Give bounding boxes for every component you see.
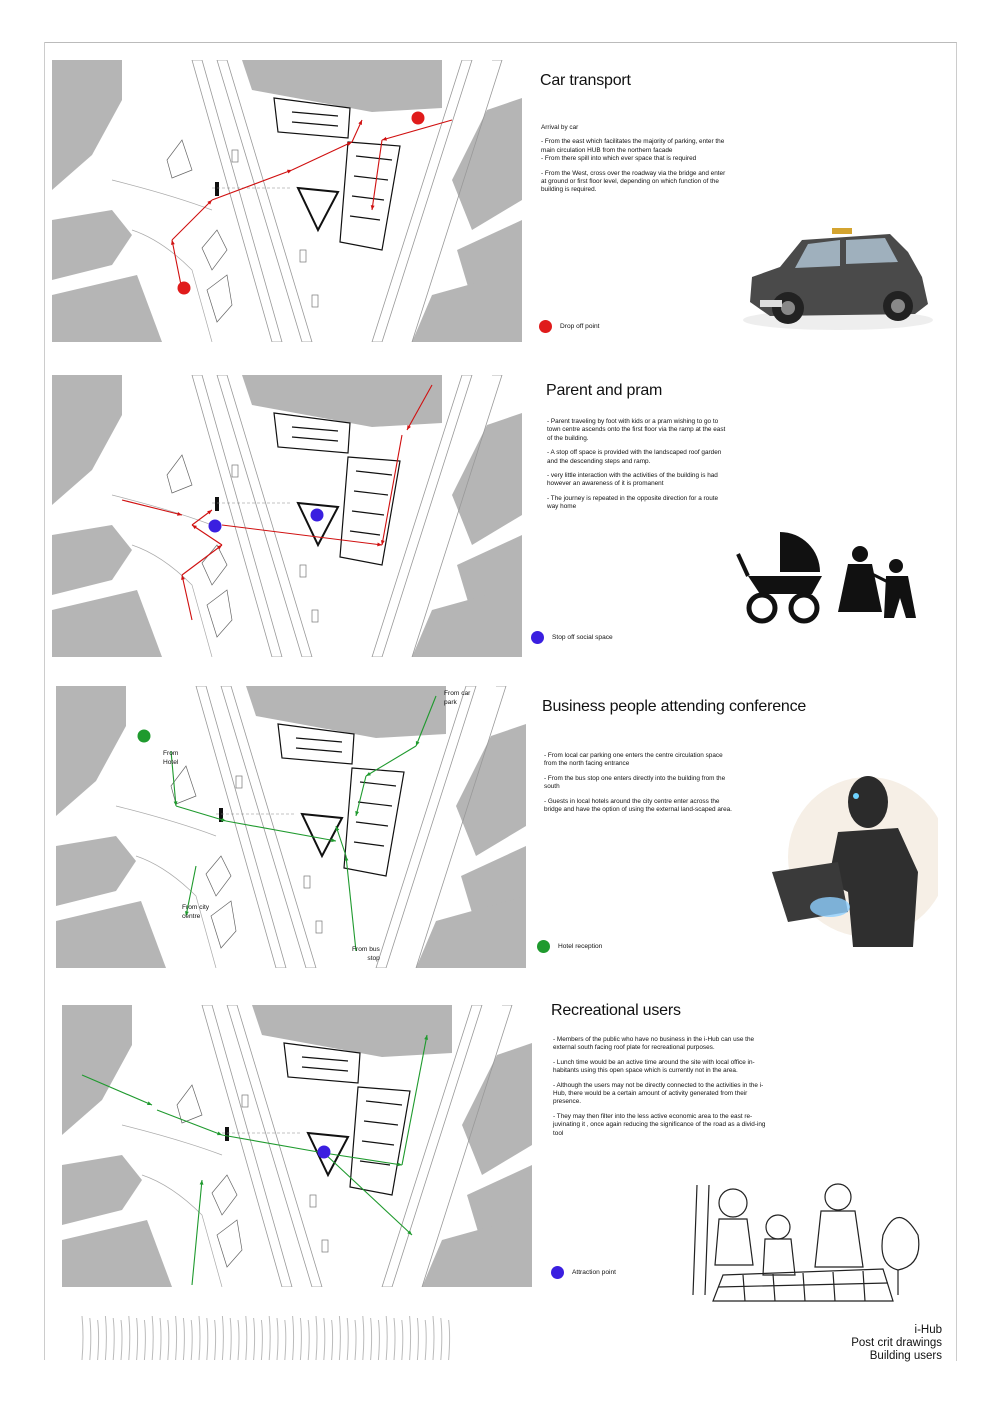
map-marker-dot [318,1146,331,1159]
strip-stroke [230,1318,231,1360]
strip-stroke [129,1316,130,1360]
route-arrow [182,545,222,575]
note-line: - The journey is repeated in the opposite direction for a route way home [547,494,719,511]
route-arrowhead [171,240,175,245]
legend-label: Stop off social space [552,634,613,641]
strip-stroke [300,1318,301,1360]
strip-stroke [222,1316,223,1360]
sheet-title: Building users [869,1350,942,1362]
note-line: - From the east which facilitates the majority of parking, enter the main circulation HUB from the northern facade - From there spill into which ever space that is required [541,138,725,163]
route-arrow [336,826,346,856]
strip-stroke [347,1318,348,1360]
strip-stroke [160,1318,161,1360]
strip-stroke [433,1316,434,1360]
section-strip [78,1310,458,1362]
route-arrow [292,142,352,170]
legend-dot [539,320,552,333]
businessman-laptop-illustration [768,762,938,952]
strip-stroke [339,1316,340,1360]
route-arrow [382,435,402,545]
strip-stroke [285,1320,286,1360]
strip-stroke [207,1318,208,1360]
strip-stroke [293,1316,294,1360]
route-arrow [226,821,336,841]
strip-stroke [254,1318,255,1360]
strip-stroke [269,1316,270,1360]
strip-stroke [386,1316,387,1360]
strip-stroke [355,1320,356,1360]
strip-stroke [191,1320,192,1360]
project-name: i-Hub [914,1324,942,1336]
map-legend [539,320,599,333]
strip-stroke [183,1318,184,1360]
strip-stroke [402,1320,403,1360]
strip-stroke [152,1316,153,1360]
route-arrowhead [287,170,292,174]
legend-label: Drop off point [560,323,600,330]
strip-stroke [410,1316,411,1360]
route-arrow [212,170,292,200]
note-line: - They may then filter into the less active economic area to the east re-juvinating it , once again reducing the significance of the road as a divid-ing tool [553,1112,766,1137]
note-line: Arrival by car [541,124,579,131]
legend-dot [551,1266,564,1279]
strip-stroke [98,1320,99,1360]
map-legend [551,1266,616,1279]
panel-title: Parent and pram [546,382,663,399]
map-label-car-park: From car park [444,690,471,706]
map-legend [537,940,602,953]
route-arrow [182,575,192,620]
route-arrow [222,1135,324,1153]
route-arrowhead [416,741,420,746]
strip-stroke [168,1320,169,1360]
legend-label: Hotel reception [558,943,603,950]
strip-stroke [316,1316,317,1360]
note-line: - Members of the public who have no business in the i-Hub can use the external south facing roof plate for recreational purposes. [553,1036,755,1052]
route-arrowhead [382,137,387,141]
map-marker-dot [209,520,222,533]
map-marker-dot [178,282,191,295]
note-line: - From the West, cross over the roadway via the bridge and enter at ground or first floor level, depending on which function of the building is required. [541,169,726,194]
route-arrowhead [192,525,197,529]
strip-stroke [441,1318,442,1360]
strip-stroke [394,1318,395,1360]
note-line: - Although the users may not be directly connected to the activities in the i-Hub, there would be a certain amount of activity generated from their presence. [553,1081,764,1106]
strip-stroke [449,1320,450,1360]
route-arrowhead [217,1132,222,1136]
strip-stroke [215,1320,216,1360]
taxi-illustration [740,222,935,332]
note-line: - A stop off space is provided with the landscaped roof garden and the descending steps and ramp. [547,449,722,465]
strip-stroke [425,1320,426,1360]
route-arrow [122,500,182,515]
strip-stroke [144,1320,145,1360]
strip-stroke [308,1320,309,1360]
strip-stroke [82,1316,83,1360]
strip-stroke [238,1320,239,1360]
note-line: - Parent traveling by foot with kids or a pram wishing to go to town centre ascends onto the first floor via the ramp at the east of the building. [547,418,726,442]
route-arrow [192,1180,202,1285]
strip-stroke [246,1316,247,1360]
strip-stroke [324,1318,325,1360]
strip-stroke [199,1316,200,1360]
route-arrow [157,1110,222,1135]
pram-family-illustration [730,528,930,628]
site-plan-map [52,60,522,342]
strip-stroke [176,1316,177,1360]
panel-notes [544,752,732,820]
strip-stroke [90,1318,91,1360]
strip-stroke [371,1318,372,1360]
strip-stroke [332,1320,333,1360]
route-arrow [172,200,212,240]
legend-dot [537,940,550,953]
note-line: - From the bus stop one enters directly into the building from the south [544,774,726,791]
legend-label: Attraction point [572,1269,616,1276]
panel-title: Recreational users [551,1002,681,1019]
map-marker-dot [412,112,425,125]
note-line: - From local car parking one enters the centre circulation space from the north facing entrance [544,752,723,768]
panel-notes [553,1036,775,1144]
panel-title: Car transport [540,72,631,89]
legend-dot [531,631,544,644]
strip-stroke [378,1320,379,1360]
strip-stroke [417,1318,418,1360]
map-label-city-centre: From city centre [182,904,210,920]
panel-notes [547,418,727,518]
strip-stroke [113,1318,114,1360]
note-line: - Guests in local hotels around the city centre enter across the bridge and have the option of using the external land-scaped area. [544,797,732,814]
strip-stroke [363,1316,364,1360]
panel-title: Business people attending conference [542,698,807,715]
site-plan-map [56,686,526,968]
strip-stroke [137,1318,138,1360]
map-label-bus-stop: From bus stop [352,946,380,962]
route-arrow [176,806,226,821]
title-block [851,1324,942,1363]
picnic-family-illustration [683,1175,923,1305]
panel-notes [541,124,731,201]
strip-stroke [121,1320,122,1360]
site-plan-map [52,375,522,657]
map-label-hotel: From Hotel [163,750,179,766]
route-arrowhead [331,838,336,842]
note-line: - Lunch time would be an active time around the site with local office in-habitants using this open space which is currently not in the area. [553,1058,755,1075]
note-line: - very little interaction with the activities of the building is had however an awareness of it is promanent [547,472,718,488]
map-marker-dot [311,509,324,522]
site-plan-map [62,1005,532,1287]
strip-stroke [105,1316,106,1360]
route-arrowhead [397,1162,402,1166]
strip-stroke [261,1320,262,1360]
map-legend [531,631,613,644]
map-marker-dot [138,730,151,743]
route-arrow [172,240,182,290]
drawing-stage: Post crit drawings [851,1337,942,1349]
route-arrowhead [381,540,385,545]
sheet-border-left [44,42,45,1360]
route-arrow [222,525,382,545]
strip-stroke [277,1318,278,1360]
